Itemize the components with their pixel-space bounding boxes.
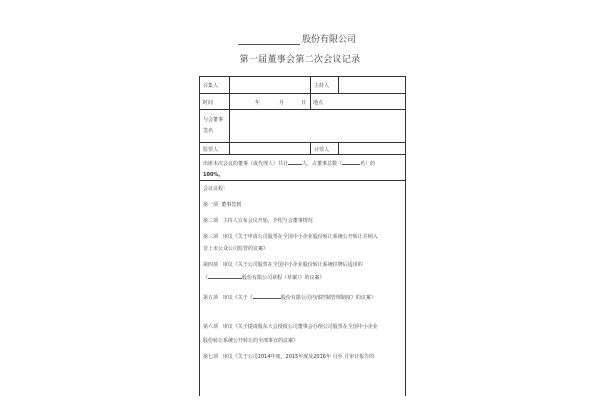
time-label: 时间 (203, 100, 214, 106)
page-title: 第一届董事会第二次会议记录 (239, 55, 361, 65)
agenda-label: 会议议程： (203, 186, 229, 192)
location-label: 地点 (313, 100, 324, 106)
attendance-percent: 100%。 (203, 172, 224, 178)
agenda-item: 第一项 董事签到 (203, 202, 242, 208)
company-suffix: 股份有限公司 (302, 35, 357, 45)
time-field[interactable] (229, 94, 310, 109)
company-name-line (238, 32, 356, 45)
supervisor-row (200, 143, 405, 155)
agenda-item: 第五项 审议《关于《 股份有限公司内部控制管理制度》的议案》 (203, 295, 376, 301)
day-label: 日 (301, 100, 307, 106)
time-row (200, 94, 405, 110)
agenda-item-continued: 《 股份有限公司章程（草案）》的议案》 (203, 275, 325, 281)
supervisor-label: 监票人 (203, 147, 219, 153)
agenda-item: 第六项 审议《关于提请股东大会授权公司董事会办理公司股票在全国中小企业 (203, 324, 378, 330)
month-label: 月 (279, 100, 285, 106)
supervisor-field[interactable] (229, 143, 310, 154)
company-name-blank[interactable] (238, 35, 300, 45)
host-label: 主持人 (314, 83, 330, 89)
company-name-blank-2[interactable] (208, 274, 242, 279)
attendance-row (200, 155, 405, 181)
attendance-text: 出席本次会议的董事（或代理人）共计 (203, 161, 289, 167)
company-name-blank-3[interactable] (253, 294, 281, 299)
convener-field[interactable] (229, 77, 310, 93)
attending-directors-label: 与会董事签名 (203, 117, 224, 134)
agenda-item: 第三项 审议《关于申请公司股票在全国中小企业股份转让系统公开转让并纳入 (203, 234, 378, 240)
year-label: 年 (255, 100, 261, 106)
agenda-item-continued: 股份转让系统公开转让的全部事宜的议案》 (203, 338, 299, 344)
convener-label: 召集人 (203, 83, 219, 89)
directors-signature-row (200, 110, 405, 143)
convener-row (200, 77, 405, 94)
persons-unit2: 名）的 (360, 161, 376, 167)
total-directors-blank[interactable] (342, 160, 360, 165)
teller-field[interactable] (338, 143, 407, 154)
host-field[interactable] (338, 77, 407, 93)
directors-signature-field[interactable] (229, 110, 407, 142)
agenda-item: 第二项 主持人宣布会议开始，介绍与会董事情况 (203, 218, 313, 224)
meeting-record-form (199, 76, 406, 396)
persons-unit: 人，占董事总数（ (302, 161, 343, 167)
agenda-item: 第四项 审议《关于公司股票在全国中小企业股份转让系统挂牌后适用的 (203, 262, 363, 268)
agenda-item-continued: 非上市公众公司监管的议案》 (203, 246, 269, 252)
teller-label: 计票人 (314, 147, 330, 153)
attendance-count-blank[interactable] (288, 160, 302, 165)
agenda-item: 第七项 审议《关于公司2014年度，2015年度及2016年 月至 月审计报告的 (203, 354, 375, 360)
